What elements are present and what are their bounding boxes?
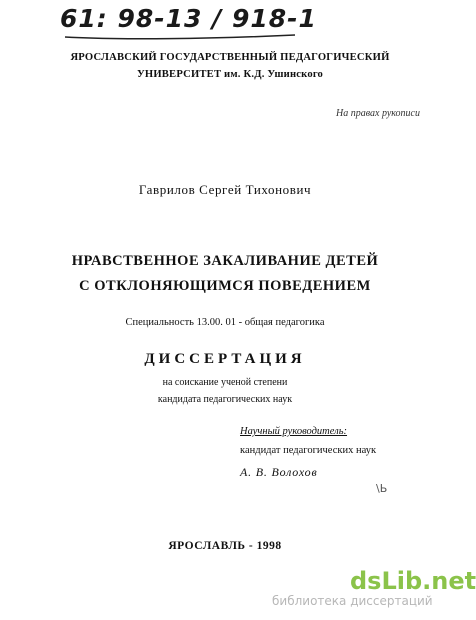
watermark-logo: dsLib.net	[350, 567, 476, 595]
title-line-2: С ОТКЛОНЯЮЩИМСЯ ПОВЕДЕНИЕМ	[79, 278, 371, 294]
title-line-1: НРАВСТВЕННОЕ ЗАКАЛИВАНИЕ ДЕТЕЙ	[71, 253, 379, 269]
margin-mark: \Ь	[376, 482, 388, 495]
document-type-heading: ДИССЕРТАЦИЯ	[144, 351, 306, 367]
dissertation-title	[20, 249, 430, 299]
manuscript-note: На правах рукописи	[336, 108, 420, 119]
supervisor-label: Научный руководитель:	[240, 426, 348, 437]
author-name: Гаврилов Сергей Тихонович	[138, 182, 312, 197]
city-year: ЯРОСЛАВЛЬ - 1998	[168, 540, 282, 552]
supervisor-name: А. В. Волохов	[240, 465, 318, 479]
degree-sought	[0, 374, 450, 408]
degree-line-1: на соискание ученой степени	[162, 377, 288, 388]
specialty-line: Специальность 13.00. 01 - общая педагогика	[125, 317, 325, 328]
supervisor-degree: кандидат педагогических наук	[240, 445, 377, 456]
handwritten-number-text: 61: 98-13 / 918-1	[60, 4, 317, 33]
institution-line-2: УНИВЕРСИТЕТ им. К.Д. Ушинского	[136, 69, 324, 80]
degree-line-2: кандидата педагогических наук	[157, 394, 293, 405]
handwritten-underline	[60, 4, 300, 42]
handwritten-catalog-number	[60, 4, 317, 42]
institution-heading	[40, 49, 420, 83]
institution-line-1: ЯРОСЛАВСКИЙ ГОСУДАРСТВЕННЫЙ ПЕДАГОГИЧЕСКИЙ	[70, 52, 390, 63]
watermark-text: библиотека диссертаций	[272, 594, 433, 608]
